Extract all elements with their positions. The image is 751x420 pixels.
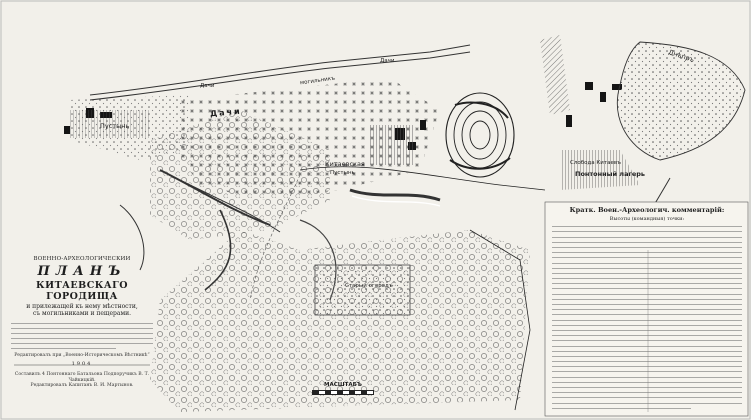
pustyn-label-2: Пустынь <box>330 170 355 176</box>
commentary-panel <box>548 206 746 416</box>
scale-title: МАСШТАБЪ <box>324 382 362 388</box>
heights-title: Высоты (командныя) точки: <box>609 216 685 222</box>
garden-label: Старый огородъ <box>345 283 393 289</box>
mogilnik-label: могильникъ <box>299 75 336 87</box>
scale-block <box>298 382 388 396</box>
river-label: Днѣпръ <box>667 48 696 64</box>
dachi-label-2: Дачи <box>200 83 215 89</box>
map-subtitle-1: и прилежащей къ нему мѣстности, <box>26 302 138 310</box>
dachi-label-3: Дачи <box>380 58 395 64</box>
plan-type-line: ВОЕННО-АРХЕОЛОГИЧЕСКИЙ <box>33 256 131 262</box>
commentary-text-placeholder <box>548 224 746 409</box>
editor-credit: Редактировалъ при „Военно-Историческомъ Вѣстникѣ“ <box>14 353 150 359</box>
kitaevskaya-label: Китаевская <box>325 160 365 168</box>
sloboda-label: Слобода Китаевъ <box>570 160 621 166</box>
description-paragraph-placeholder <box>7 321 157 350</box>
title-cartouche <box>3 256 161 416</box>
pustyn-label-1: Пустынь <box>100 122 130 130</box>
reviser-credit: Редактировалъ Капитанъ В. И. Мартынов. <box>30 383 134 389</box>
plan-word: ПЛАНЪ <box>37 263 127 279</box>
scale-bar <box>312 390 374 395</box>
camp-label: Понтонный лагерь <box>575 170 646 178</box>
compiler-credit: Составилъ 4 Понтоннаго Батальона Подпоручикъ В. Т. Чайкицкiй. <box>14 372 150 383</box>
year: 1904 <box>71 361 93 368</box>
map-subtitle-2: съ могильниками и пещерами. <box>32 309 132 317</box>
hillfort-contours <box>446 93 514 177</box>
dachi-label-1: Дачи <box>209 106 242 119</box>
map-title: КИТАЕВСКАГО ГОРОДИЩА <box>36 279 128 302</box>
commentary-title: Кратк. Воен.-Археологич. комментарiй: <box>569 206 725 214</box>
